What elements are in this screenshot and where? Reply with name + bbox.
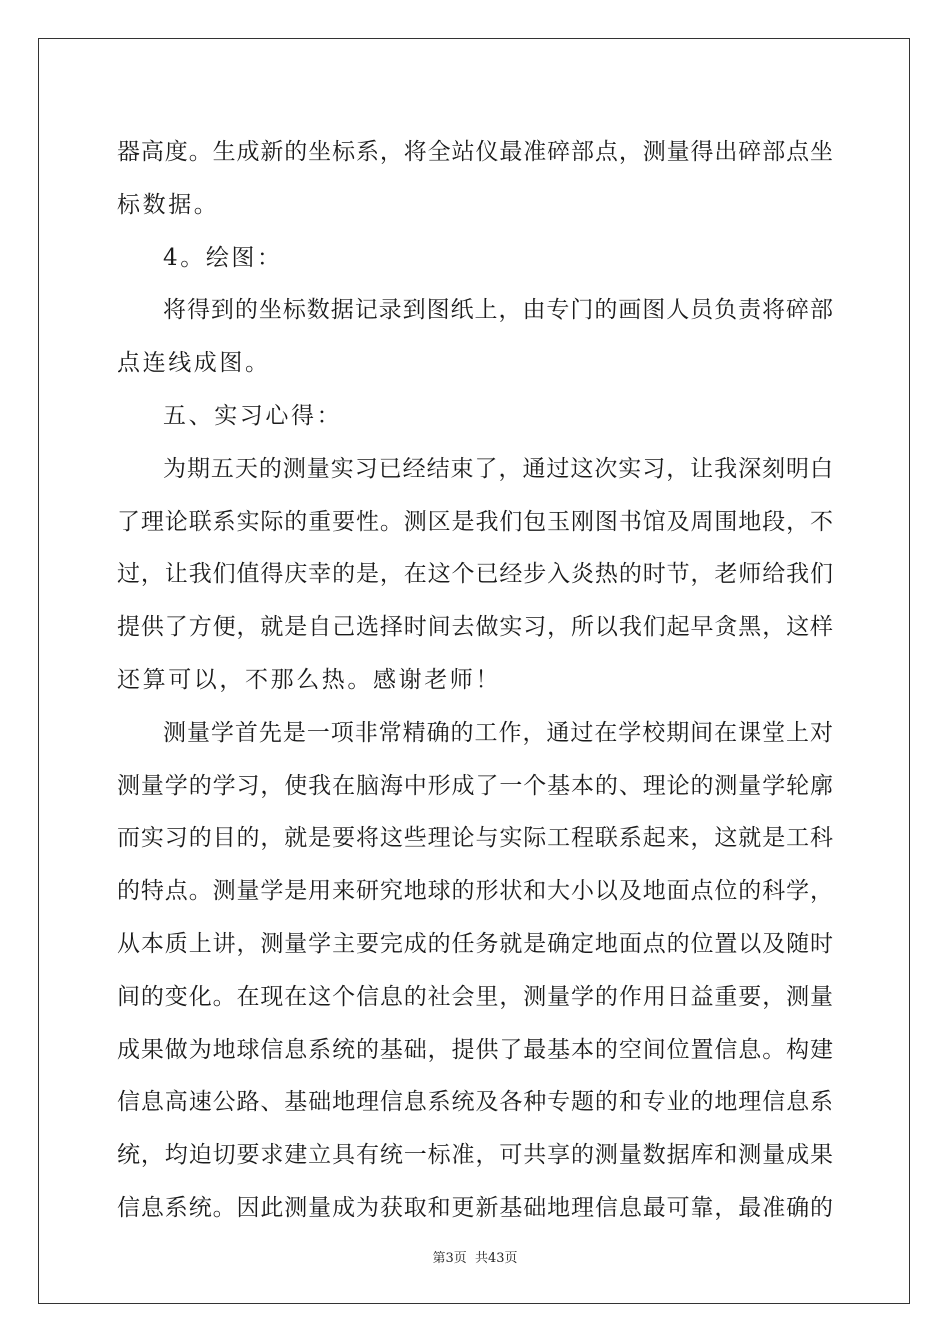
text-line: 而实习的目的，就是要将这些理论与实际工程联系起来，这就是工科 xyxy=(117,825,833,852)
text-line: 五、实习心得： xyxy=(163,402,343,429)
page-footer xyxy=(0,1247,950,1266)
text-line: 器高度。生成新的坐标系，将全站仪最准碎部点，测量得出碎部点坐 xyxy=(117,139,833,165)
text-line: 从本质上讲，测量学主要完成的任务就是确定地面点的位置以及随时 xyxy=(117,930,833,957)
text-line: 间的变化。在现在这个信息的社会里，测量学的作用日益重要，测量 xyxy=(117,983,833,1010)
page-number: 第3页 xyxy=(432,1251,467,1266)
text-line: 信息高速公路、基础地理信息系统及各种专题的和专业的地理信息系 xyxy=(117,1089,833,1116)
text-line: 成果做为地球信息系统的基础，提供了最基本的空间位置信息。构建 xyxy=(117,1036,833,1063)
text-line: 4。绘图： xyxy=(163,244,283,271)
text-line: 信息系统。因此测量成为获取和更新基础地理信息最可靠，最准确的 xyxy=(117,1194,833,1221)
text-line: 标数据。 xyxy=(117,191,220,218)
text-line: 统，均迫切要求建立具有统一标准，可共享的测量数据库和测量成果 xyxy=(117,1142,833,1169)
text-line: 测量学首先是一项非常精确的工作，通过在学校期间在课堂上对 xyxy=(163,719,833,746)
text-line: 的特点。测量学是用来研究地球的形状和大小以及地面点位的科学， xyxy=(117,878,833,905)
page-total: 共43页 xyxy=(474,1251,518,1266)
text-line: 点连线成图。 xyxy=(117,350,271,377)
text-line: 测量学的学习，使我在脑海中形成了一个基本的、理论的测量学轮廓 xyxy=(117,772,833,799)
text-line: 为期五天的测量实习已经结束了，通过这次实习，让我深刻明白 xyxy=(163,455,833,482)
text-line: 还算可以，不那么热。感谢老师！ xyxy=(117,666,501,693)
text-line: 将得到的坐标数据记录到图纸上，由专门的画图人员负责将碎部 xyxy=(163,297,833,324)
text-line: 提供了方便，就是自己选择时间去做实习，所以我们起早贪黑，这样 xyxy=(117,614,833,641)
text-line: 过，让我们值得庆幸的是，在这个已经步入炎热的时节，老师给我们 xyxy=(117,561,833,588)
document-body xyxy=(117,126,833,1235)
text-line: 了理论联系实际的重要性。测区是我们包玉刚图书馆及周围地段，不 xyxy=(117,508,833,535)
